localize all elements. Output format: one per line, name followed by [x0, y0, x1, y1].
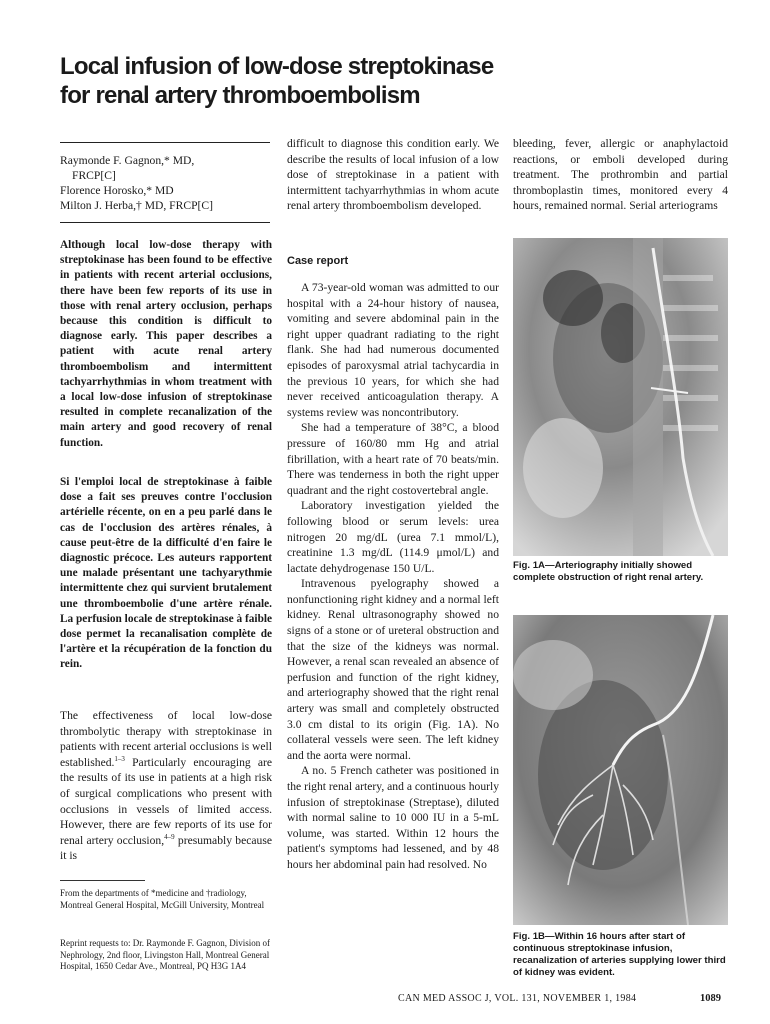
intro-text: presumably because it is: [60, 833, 272, 863]
case-paragraph: Intravenous pyelography showed a nonfunctioning right kidney and a normal left kidney. Renal ultrasonography showed no signs of a stone or of ureteral obstruction and that the size of the kidneys was normal. However, a renal scan revealed an absence of perfusion and function of the right kidney, and arteriography showed that the right renal artery was small and completely obstructed 3.0 cm distal to its origin (Fig. 1A). No collateral vessels were seen. The left kidney and the aorta were normal.: [287, 577, 499, 762]
intro-text: Particularly encouraging are the results of its use in patients at a high risk of surgical complications who present with occlusions in vessels of limited access. However, there are few reports of its use for renal artery occlusion,: [60, 755, 272, 847]
figure-1a-arteriogram: [513, 238, 728, 556]
running-footer: CAN MED ASSOC J, VOL. 131, NOVEMBER 1, 1984: [398, 993, 637, 1004]
footnote-reprint: Reprint requests to: Dr. Raymonde F. Gagnon, Division of Nephrology, 2nd floor, Livingston Hall, Montreal General Hospital, 1650 Cedar Ave., Montreal, PQ H3G 1A4: [60, 938, 271, 971]
case-paragraph: She had a temperature of 38°C, a blood pressure of 160/80 mm Hg and atrial fibrillation, with a heart rate of 70 beats/min. There was tenderness in both the right upper quadrant and the right costovertebral angle.: [287, 421, 499, 497]
article-title: [60, 52, 580, 110]
reference-marker: 1–3: [114, 754, 125, 763]
top-rule: [60, 142, 270, 143]
abstract-french: Si l'emploi local de streptokinase à faible dose a fait ses preuves contre l'occlusion artérielle récente, on en a peu parlé dans le cas de l'occlusion des artères rénales, à cause peut-être de la difficulté d'en faire le diagnostic précoce. Les auteurs rapportent une malade présentant une tachyarythmie intermittente chez qui survient brutalement une thromboembolie d'une artère rénale. La perfusion locale de streptokinase à faible dose permet la recanalisation complète de l'artère et la récupération de la fonction du rein.: [60, 476, 272, 671]
author-line: Milton J. Herba,† MD, FRCP[C]: [60, 199, 213, 212]
reference-marker: 4–9: [164, 832, 175, 841]
page-number: 1089: [700, 993, 721, 1004]
title-line-2: for renal artery thromboembolism: [60, 82, 420, 109]
column2-continuation: difficult to diagnose this condition early. We describe the results of local infusion of a low dose of streptokinase in a patient with intermittent tachyarrhythmias in whom acute renal artery thromboembolism developed.: [287, 137, 499, 213]
intro-paragraph: [60, 708, 272, 864]
abstract-english: Although local low-dose therapy with streptokinase has been found to be effective in patients with recent arterial occlusions, there have been few reports of its use in those with renal artery occlusion, perhaps because this condition is difficult to diagnose early. This paper describes a patient with acute renal artery thromboembolism and intermittent tachyarrhythmias in whom treatment with a local low-dose infusion of streptokinase resulted in complete recanalization of the main artery and good recovery of renal function.: [60, 239, 272, 449]
author-rule: [60, 222, 270, 223]
title-line-1: Local infusion of low-dose streptokinase: [60, 53, 494, 80]
column3-continuation: bleeding, fever, allergic or anaphylactoid reactions, or emboli developed during treatment. The prothrombin and partial thromboplastin times, monitored every 4 hours, remained normal. Serial arteriograms: [513, 137, 728, 213]
case-paragraph: A 73-year-old woman was admitted to our hospital with a 24-hour history of nausea, vomiting and severe abdominal pain in the right upper quadrant radiating to the right flank. She had had numerous documented episodes of paroxysmal atrial tachycardia in the previous 10 years, for which she had never received anticoagulation therapy. A systems review was noncontributory.: [287, 281, 499, 419]
figure-1b-caption: Fig. 1B—Within 16 hours after start of continuous streptokinase infusion, recanalization of arteries supplying lower third of kidney was evident.: [513, 931, 726, 978]
footnote-rule: [60, 880, 145, 881]
footnote-affiliation: From the departments of *medicine and †radiology, Montreal General Hospital, McGill University, Montreal: [60, 888, 265, 910]
author-line: Florence Horosko,* MD: [60, 184, 174, 197]
case-report-body: [287, 280, 499, 873]
figure-1b-arteriogram: [513, 615, 728, 925]
case-paragraph: Laboratory investigation yielded the following blood or serum levels: urea nitrogen 20 mg/dL (urea 7.1 mmol/L), creatinine 1.3 mg/dL (114.9 μmol/L) and lactate dehydrogenase 150 U/L.: [287, 499, 499, 575]
section-heading-case-report: Case report: [287, 255, 349, 267]
figure-1a-caption: Fig. 1A—Arteriography initially showed complete obstruction of right renal artery.: [513, 560, 704, 583]
case-paragraph: A no. 5 French catheter was positioned in the right renal artery, and a continuous hourly infusion of streptokinase (Streptase), diluted with normal saline to 10 000 IU in a 5-mL volume, was started. Within 12 hours the patient's symptoms had lessened, and by 48 hours her abdominal pain had resolved. No: [287, 764, 499, 871]
author-list: [60, 153, 272, 213]
author-line: FRCP[C]: [72, 169, 116, 182]
intro-text: The effectiveness of local low-dose thrombolytic therapy with streptokinase in patients with recent arterial occlusions is well established.: [60, 709, 272, 769]
author-line: Raymonde F. Gagnon,* MD,: [60, 154, 195, 167]
